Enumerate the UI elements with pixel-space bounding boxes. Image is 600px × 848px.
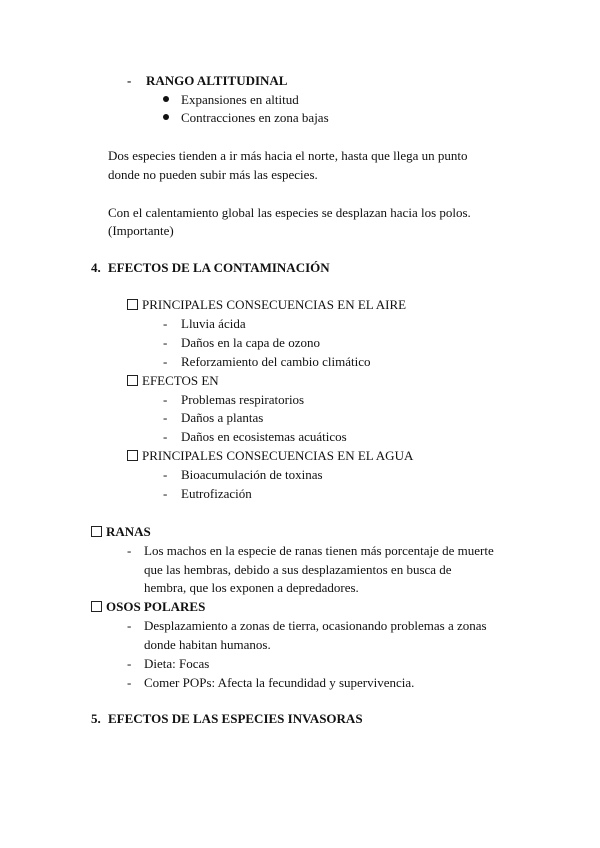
list-item: - Desplazamiento a zonas de tierra, ocasionando problemas a zonas (127, 618, 487, 633)
list-item: - Bioacumulación de toxinas (163, 467, 323, 482)
dash-marker: - (127, 656, 132, 671)
list-item: - Lluvia ácida (163, 316, 246, 331)
dash-marker: - (163, 335, 168, 350)
paragraph-line: Con el calentamiento global las especies se desplazan hacia los polos. (108, 205, 471, 220)
dash-marker: - (127, 73, 132, 88)
list-item-continuation: donde habitan humanos. (144, 637, 271, 652)
list-item: - Eutrofización (163, 486, 252, 501)
dash-marker: - (163, 316, 168, 331)
section-title: EFECTOS DE LA CONTAMINACIÓN (108, 260, 330, 275)
list-item: - Los machos en la especie de ranas tienen más porcentaje de muerte (127, 543, 494, 558)
dash-marker: - (163, 429, 168, 444)
rango-title: RANGO ALTITUDINAL (146, 73, 288, 88)
group-heading-ranas: RANAS (91, 523, 151, 541)
dash-marker: - (163, 486, 168, 501)
list-item: Contracciones en zona bajas (163, 109, 329, 127)
list-item-continuation: hembra, que los exponen a depredadores. (144, 580, 359, 595)
list-item-continuation: que las hembras, debido a sus desplazamientos en busca de (144, 562, 452, 577)
list-item: - Comer POPs: Afecta la fecundidad y supervivencia. (127, 675, 415, 690)
checkbox-icon (127, 450, 138, 461)
dash-marker: - (127, 675, 132, 690)
group-heading: EFECTOS EN (127, 372, 219, 390)
bullet-icon (163, 114, 169, 120)
list-item: - Dieta: Focas (127, 656, 210, 671)
list-item: - Problemas respiratorios (163, 392, 305, 407)
checkbox-icon (91, 526, 102, 537)
checkbox-icon (91, 601, 102, 612)
list-item: - Daños en la capa de ozono (163, 335, 320, 350)
group-heading: PRINCIPALES CONSECUENCIAS EN EL AGUA (127, 447, 413, 465)
dash-marker: - (127, 543, 132, 558)
list-item: - Daños a plantas (163, 410, 264, 425)
list-item: - Reforzamiento del cambio climático (163, 354, 371, 369)
group-heading-osos: OSOS POLARES (91, 598, 205, 616)
checkbox-icon (127, 375, 138, 386)
dash-marker: - (163, 392, 168, 407)
section-heading: 4. EFECTOS DE LA CONTAMINACIÓN (91, 260, 330, 275)
dash-marker: - (163, 410, 168, 425)
bullet-icon (163, 96, 169, 102)
dash-marker: - (127, 618, 132, 633)
paragraph-line: Dos especies tienden a ir más hacia el norte, hasta que llega un punto (108, 148, 468, 163)
paragraph-line: (Importante) (108, 223, 174, 238)
rango-heading (127, 72, 287, 90)
list-item: - Daños en ecosistemas acuáticos (163, 429, 347, 444)
section-heading: 5. EFECTOS DE LAS ESPECIES INVASORAS (91, 711, 363, 726)
group-heading: PRINCIPALES CONSECUENCIAS EN EL AIRE (127, 296, 406, 314)
paragraph-line: donde no pueden subir más las especies. (108, 167, 318, 182)
dash-marker: - (163, 354, 168, 369)
dash-marker: - (163, 467, 168, 482)
checkbox-icon (127, 299, 138, 310)
section-title: EFECTOS DE LAS ESPECIES INVASORAS (108, 711, 363, 726)
list-item: Expansiones en altitud (163, 91, 299, 109)
